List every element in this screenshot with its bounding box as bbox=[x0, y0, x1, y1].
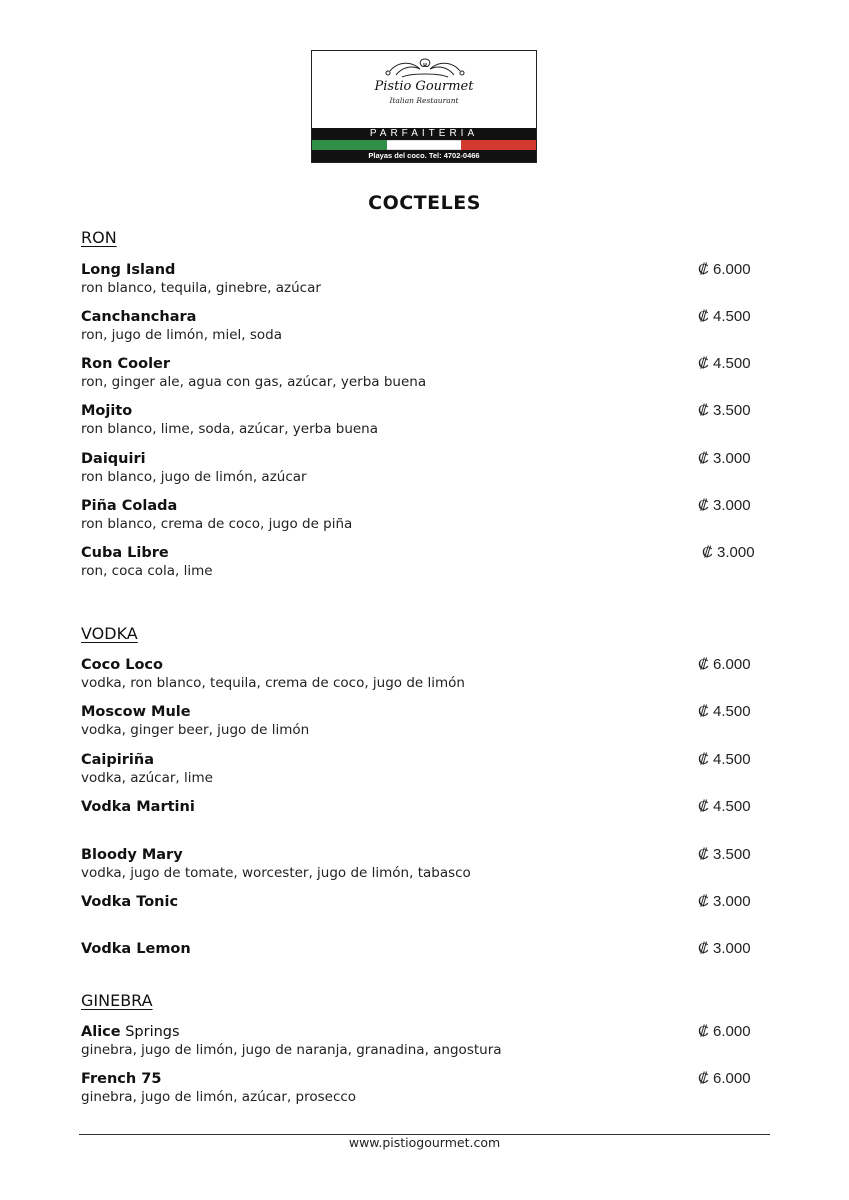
menu-item bbox=[81, 751, 761, 787]
italian-flag-stripe bbox=[312, 140, 536, 150]
item-description: ron, coca cola, lime bbox=[81, 563, 213, 579]
item-name: Daiquiri bbox=[81, 451, 146, 467]
item-description: ron blanco, jugo de limón, azúcar bbox=[81, 469, 307, 485]
item-name: Cuba Libre bbox=[81, 545, 169, 561]
item-price: ₡ 6.000 bbox=[698, 261, 751, 278]
item-name: Coco Loco bbox=[81, 657, 163, 673]
menu-item bbox=[81, 846, 761, 882]
item-name: Vodka Tonic bbox=[81, 894, 179, 910]
item-description: vodka, ron blanco, tequila, crema de coco, jugo de limón bbox=[81, 675, 465, 691]
item-name: Bloody Mary bbox=[81, 847, 183, 863]
restaurant-logo bbox=[311, 50, 537, 163]
menu-item bbox=[81, 450, 761, 486]
item-name-bold: Alice bbox=[81, 1024, 121, 1040]
flag-red bbox=[461, 140, 536, 150]
menu-item bbox=[81, 544, 761, 580]
item-name bbox=[81, 1023, 761, 1041]
item-description: vodka, azúcar, lime bbox=[81, 770, 213, 786]
item-price: ₡ 4.500 bbox=[698, 798, 751, 815]
item-name: Vodka Martini bbox=[81, 799, 195, 815]
item-description: ron, ginger ale, agua con gas, azúcar, yerba buena bbox=[81, 374, 427, 390]
logo-name: Pistio Gourmet bbox=[374, 79, 474, 94]
menu-item bbox=[81, 798, 761, 816]
item-price: ₡ 4.500 bbox=[698, 308, 751, 325]
item-price: ₡ 4.500 bbox=[698, 751, 751, 768]
item-description: ron blanco, tequila, ginebre, azúcar bbox=[81, 280, 321, 296]
item-price: ₡ 3.000 bbox=[698, 497, 751, 514]
item-name: Ron Cooler bbox=[81, 356, 171, 372]
footer-website-link[interactable]: www.pistiogourmet.com bbox=[348, 1135, 501, 1150]
menu-item bbox=[81, 355, 761, 391]
item-description: ron blanco, lime, soda, azúcar, yerba buena bbox=[81, 421, 379, 437]
item-name-regular: Springs bbox=[120, 1024, 180, 1040]
item-description: ron, jugo de limón, miel, soda bbox=[81, 327, 282, 343]
item-name: Caipiriña bbox=[81, 752, 154, 768]
section-heading-ginebra: GINEBRA bbox=[81, 991, 153, 1010]
flag-white bbox=[387, 140, 462, 150]
item-price: ₡ 6.000 bbox=[698, 656, 751, 673]
menu-item bbox=[81, 261, 761, 297]
logo-band: PARFAITERIA bbox=[312, 128, 536, 140]
item-description: vodka, ginger beer, jugo de limón bbox=[81, 722, 310, 738]
item-price: ₡ 3.000 bbox=[702, 544, 755, 561]
section-heading-vodka: VODKA bbox=[81, 624, 138, 643]
item-price: ₡ 3.000 bbox=[698, 940, 751, 957]
page-title: COCTELES bbox=[368, 192, 481, 214]
item-name: Moscow Mule bbox=[81, 704, 191, 720]
item-name: Vodka Lemon bbox=[81, 941, 191, 957]
item-name: Piña Colada bbox=[81, 498, 178, 514]
item-price: ₡ 3.000 bbox=[698, 893, 751, 910]
item-description: ron blanco, crema de coco, jugo de piña bbox=[81, 516, 353, 532]
item-price: ₡ 3.500 bbox=[698, 402, 751, 419]
menu-item bbox=[81, 1023, 761, 1059]
menu-item bbox=[81, 656, 761, 692]
item-price: ₡ 6.000 bbox=[698, 1023, 751, 1040]
menu-item bbox=[81, 497, 761, 533]
item-description: vodka, jugo de tomate, worcester, jugo de limón, tabasco bbox=[81, 865, 471, 881]
item-price: ₡ 3.000 bbox=[698, 450, 751, 467]
menu-item bbox=[81, 703, 761, 739]
menu-item bbox=[81, 893, 761, 911]
scroll-ornament-icon bbox=[382, 55, 468, 81]
item-name: Canchanchara bbox=[81, 309, 197, 325]
menu-item bbox=[81, 308, 761, 344]
item-price: ₡ 6.000 bbox=[698, 1070, 751, 1087]
logo-subtitle: Italian Restaurant bbox=[389, 96, 459, 105]
menu-item bbox=[81, 940, 761, 958]
item-description: ginebra, jugo de limón, azúcar, prosecco bbox=[81, 1089, 357, 1105]
section-heading-ron: RON bbox=[81, 228, 117, 247]
item-name: Mojito bbox=[81, 403, 133, 419]
item-description: ginebra, jugo de limón, jugo de naranja, granadina, angostura bbox=[81, 1042, 502, 1058]
item-name: Long Island bbox=[81, 262, 176, 278]
logo-contact: Playas del coco. Tel: 4702-0466 bbox=[312, 150, 536, 162]
item-price: ₡ 4.500 bbox=[698, 703, 751, 720]
flag-green bbox=[312, 140, 387, 150]
menu-item bbox=[81, 402, 761, 438]
item-price: ₡ 3.500 bbox=[698, 846, 751, 863]
item-price: ₡ 4.500 bbox=[698, 355, 751, 372]
menu-item bbox=[81, 1070, 761, 1106]
item-name: French 75 bbox=[81, 1071, 162, 1087]
